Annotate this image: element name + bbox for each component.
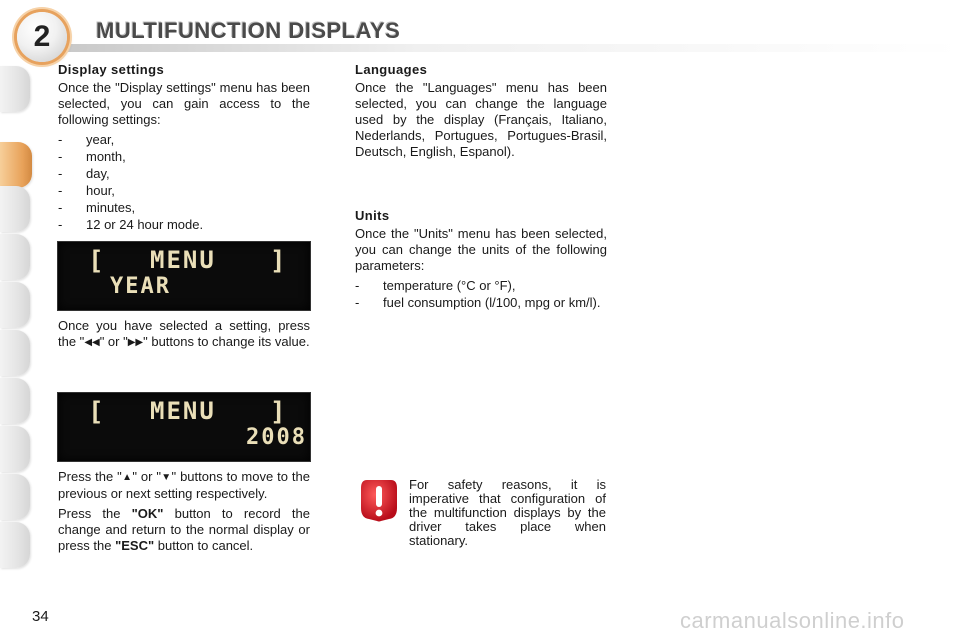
list-item: - minutes, <box>58 200 136 215</box>
lcd-bracket-right: ] <box>270 246 286 276</box>
list-item: - month, <box>58 149 126 164</box>
chapter-tab-1[interactable] <box>0 66 30 112</box>
lcd-screen-year <box>57 241 311 311</box>
chapter-tab-5[interactable] <box>0 282 30 328</box>
change-value-text: Once you have selected a setting, press the "◀◀" or "▶▶" buttons to change its value. <box>58 318 310 349</box>
lcd-menu-label: MENU <box>150 397 216 425</box>
languages-section <box>355 62 607 164</box>
list-item: - temperature (°C or °F), <box>355 278 516 293</box>
lcd-value: YEAR <box>110 274 171 299</box>
list-item: - fuel consumption (l/100, mpg or km/l). <box>355 295 601 310</box>
up-arrow-icon: ▲ <box>121 472 133 483</box>
display-settings-heading: Display settings <box>58 62 165 77</box>
languages-body: Once the "Languages" menu has been selected, you can change the language used by the display (Français, Italiano, Nederlands, Portugues, Portugues-Brasil, Deutsch, English, Espanol). <box>355 80 607 159</box>
display-settings-section <box>58 62 310 234</box>
units-intro: Once the "Units" menu has been selected, you can change the units of the following parameters: <box>355 226 607 273</box>
lcd-bracket-left: [ <box>88 246 104 276</box>
chapter-tabs <box>0 66 33 576</box>
chapter-number-badge: 2 <box>17 12 67 62</box>
units-heading: Units <box>355 208 390 223</box>
esc-label: "ESC" <box>115 538 155 553</box>
list-item: - year, <box>58 132 115 147</box>
lcd-value: 2008 <box>246 425 307 450</box>
chapter-tab-3[interactable] <box>0 186 30 232</box>
chapter-tab-4[interactable] <box>0 234 30 280</box>
navigate-settings-text: Press the "▲" or "▼" buttons to move to the previous or next setting respectively. Press the "OK" button to record the change and return to the normal display or press the "ESC" button to cancel. <box>58 469 310 553</box>
units-list <box>355 278 607 311</box>
ok-label: "OK" <box>131 506 164 521</box>
display-settings-list <box>58 132 310 233</box>
list-item: - 12 or 24 hour mode. <box>58 217 204 232</box>
list-item: - hour, <box>58 183 115 198</box>
lcd-screen-2008 <box>57 392 311 462</box>
lcd-bracket-right: ] <box>270 397 286 427</box>
forward-icon: ▶▶ <box>127 337 144 348</box>
lcd-menu-label: MENU <box>150 246 216 274</box>
chapter-tab-2-active[interactable] <box>0 142 32 188</box>
page-title: MULTIFUNCTION DISPLAYS <box>96 18 401 43</box>
chapter-tab-8[interactable] <box>0 426 30 472</box>
rewind-icon: ◀◀ <box>84 337 100 348</box>
languages-heading: Languages <box>355 62 428 77</box>
units-section <box>355 208 607 312</box>
chapter-tab-7[interactable] <box>0 378 30 424</box>
watermark: carmanualsonline.info <box>680 608 905 633</box>
down-arrow-icon: ▼ <box>160 472 172 483</box>
lcd-bracket-left: [ <box>88 397 104 427</box>
header-bar <box>56 44 960 52</box>
display-settings-intro: Once the "Display settings" menu has been selected, you can gain access to the following settings: <box>58 80 310 127</box>
page-number: 34 <box>32 608 49 625</box>
chapter-tab-9[interactable] <box>0 474 30 520</box>
chapter-tab-6[interactable] <box>0 330 30 376</box>
exclamation-icon <box>359 478 399 522</box>
safety-warning-text: For safety reasons, it is imperative that configuration of the multifunction displays by the driver takes place when stationary. <box>409 477 606 548</box>
chapter-tab-10[interactable] <box>0 522 30 568</box>
list-item: - day, <box>58 166 110 181</box>
